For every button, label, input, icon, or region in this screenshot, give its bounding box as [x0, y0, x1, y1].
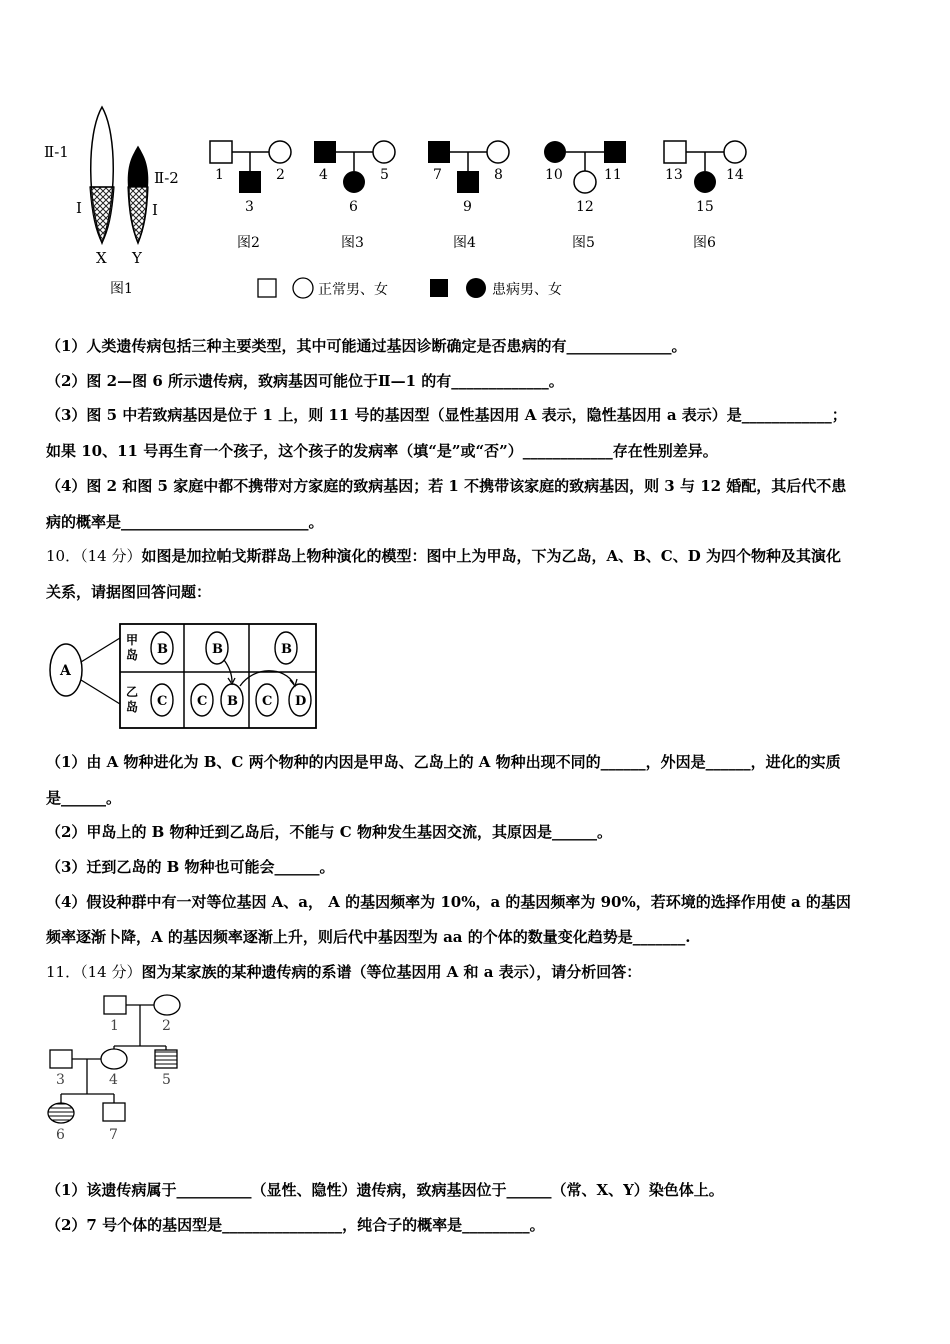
species-label: B	[281, 642, 292, 657]
member-label: 6	[349, 199, 358, 215]
pedigree-member-affected-female	[48, 1103, 74, 1123]
species-label: D	[295, 694, 307, 709]
member-label: 1	[110, 1018, 119, 1034]
pedigree-member-male	[104, 996, 126, 1014]
q11-part2: （2）7 号个体的基因型是________________，纯合子的概率是_________。	[46, 1216, 545, 1234]
label-i-left: Ⅰ	[76, 199, 82, 217]
q10-part4b: 频率逐渐卜降，A 的基因频率逐渐上升，则后代中基因型为 aa 的个体的数量变化趋势是_______.	[46, 928, 691, 946]
q10-part4a: （4）假设种群中有一对等位基因 A、a， A 的基因频率为 10%，a 的基因频率为 90%，若环境的选择作用使 a 的基因	[46, 893, 851, 911]
legend-affected-label: 患病男、女	[492, 282, 562, 298]
pedigree-legend	[258, 278, 562, 298]
figure3-caption: 图3	[341, 235, 364, 251]
island-yi-label: 乙	[126, 685, 139, 699]
pedigree-member-male	[103, 1103, 125, 1121]
q9-part3a: （3）图 5 中若致病基因是位于 1 上，则 11 号的基因型（显性基因用 A 表示，隐性基因用 a 表示）是____________；	[46, 406, 847, 424]
q10-part1b: 是______。	[46, 789, 122, 807]
x-chromosome	[90, 107, 114, 243]
label-ii2: Ⅱ-2	[154, 169, 179, 187]
q9-part1: （1）人类遗传病包括三种主要类型，其中可能通过基因诊断确定是否患病的有______________。	[46, 337, 687, 355]
q11-part1: （1）该遗传病属于__________（显性、隐性）遗传病，致病基因位于______（常、X、Y）染色体上。	[46, 1181, 724, 1199]
pedigree-member-female	[101, 1049, 127, 1069]
species-label: C	[197, 694, 208, 709]
member-label: 4	[319, 167, 328, 183]
island-evolution-figure	[44, 616, 334, 738]
member-label: 9	[463, 199, 472, 215]
q10-stem-text: 如图是加拉帕戈斯群岛上物种演化的模型：图中上为甲岛，下为乙岛，A、B、C、D 为四个物种及其演化	[141, 547, 841, 565]
pedigree-member-affected-male	[155, 1050, 177, 1068]
q9-part2: （2）图 2—图 6 所示遗传病，致病基因可能位于Ⅱ—1 的有_____________。	[46, 372, 564, 390]
figure4-caption: 图4	[453, 235, 476, 251]
label-y: Y	[132, 249, 142, 267]
pedigree-fig5	[544, 141, 626, 251]
q11-stem-text: 图为某家族的某种遗传病的系谱（等位基因用 A 和 a 表示），请分析回答：	[141, 963, 642, 981]
island-dao-label: 岛	[126, 700, 139, 714]
q10-stem	[46, 546, 916, 566]
figure6-caption: 图6	[693, 235, 716, 251]
pedigree-fig3	[314, 141, 395, 251]
figure2-caption: 图2	[237, 235, 260, 251]
member-label: 10	[545, 167, 563, 183]
y-chromosome	[128, 147, 149, 243]
q9-part4b: 病的概率是_________________________。	[46, 513, 324, 531]
pedigree-fig6	[664, 141, 746, 251]
member-label: 15	[696, 199, 714, 215]
member-label: 14	[726, 167, 744, 183]
species-label: B	[212, 642, 223, 657]
member-label: 3	[56, 1072, 65, 1088]
figure1-caption: 图1	[110, 281, 133, 297]
q10-part1a: （1）由 A 物种进化为 B、C 两个物种的内因是甲岛、乙岛上的 A 物种出现不同的______，外因是______，进化的实质	[46, 753, 841, 771]
q10-number: 10．（14 分）	[46, 547, 142, 565]
member-label: 7	[433, 167, 442, 183]
species-label: C	[157, 694, 168, 709]
member-label: 7	[109, 1127, 118, 1143]
member-label: 5	[380, 167, 389, 183]
member-label: 2	[276, 167, 285, 183]
q9-part4a: （4）图 2 和图 5 家庭中都不携带对方家庭的致病基因；若 1 不携带该家庭的致病基因，则 3 与 12 婚配，其后代不患	[46, 477, 847, 495]
species-a-label: A	[60, 663, 71, 679]
member-label: 4	[109, 1072, 118, 1088]
member-label: 1	[215, 167, 224, 183]
q10-stem-cont: 关系，请据图回答问题：	[46, 583, 212, 601]
label-ii1: Ⅱ-1	[44, 143, 69, 161]
member-label: 12	[576, 199, 594, 215]
q11-number: 11．（14 分）	[46, 963, 142, 981]
island-jia-label: 甲	[126, 633, 139, 647]
family-pedigree-figure	[44, 990, 204, 1150]
member-label: 5	[162, 1072, 171, 1088]
species-label: C	[262, 694, 273, 709]
member-label: 3	[245, 199, 254, 215]
pedigree-fig4	[428, 141, 509, 251]
member-label: 11	[604, 167, 622, 183]
q11-stem	[46, 962, 916, 982]
q9-part3b: 如果 10、11 号再生育一个孩子，这个孩子的发病率（填“是”或“否”）____________存在性别差异。	[46, 442, 718, 460]
island-dao-label: 岛	[126, 648, 139, 662]
q10-part3: （3）迁到乙岛的 B 物种也可能会______。	[46, 858, 335, 876]
genetics-figures-1-6	[40, 95, 760, 310]
pedigree-fig2	[210, 141, 291, 251]
species-label: B	[157, 642, 168, 657]
pedigree-member-male	[50, 1050, 72, 1068]
label-x: X	[96, 249, 107, 267]
member-label: 8	[494, 167, 503, 183]
label-i-right: Ⅰ	[152, 201, 158, 219]
legend-normal-label: 正常男、女	[318, 282, 388, 298]
figure5-caption: 图5	[572, 235, 595, 251]
q10-part2: （2）甲岛上的 B 物种迁到乙岛后，不能与 C 物种发生基因交流，其原因是______。	[46, 823, 612, 841]
pedigree-member-female	[154, 995, 180, 1015]
member-label: 2	[162, 1018, 171, 1034]
species-label: B	[227, 694, 238, 709]
member-label: 6	[56, 1127, 65, 1143]
member-label: 13	[665, 167, 683, 183]
